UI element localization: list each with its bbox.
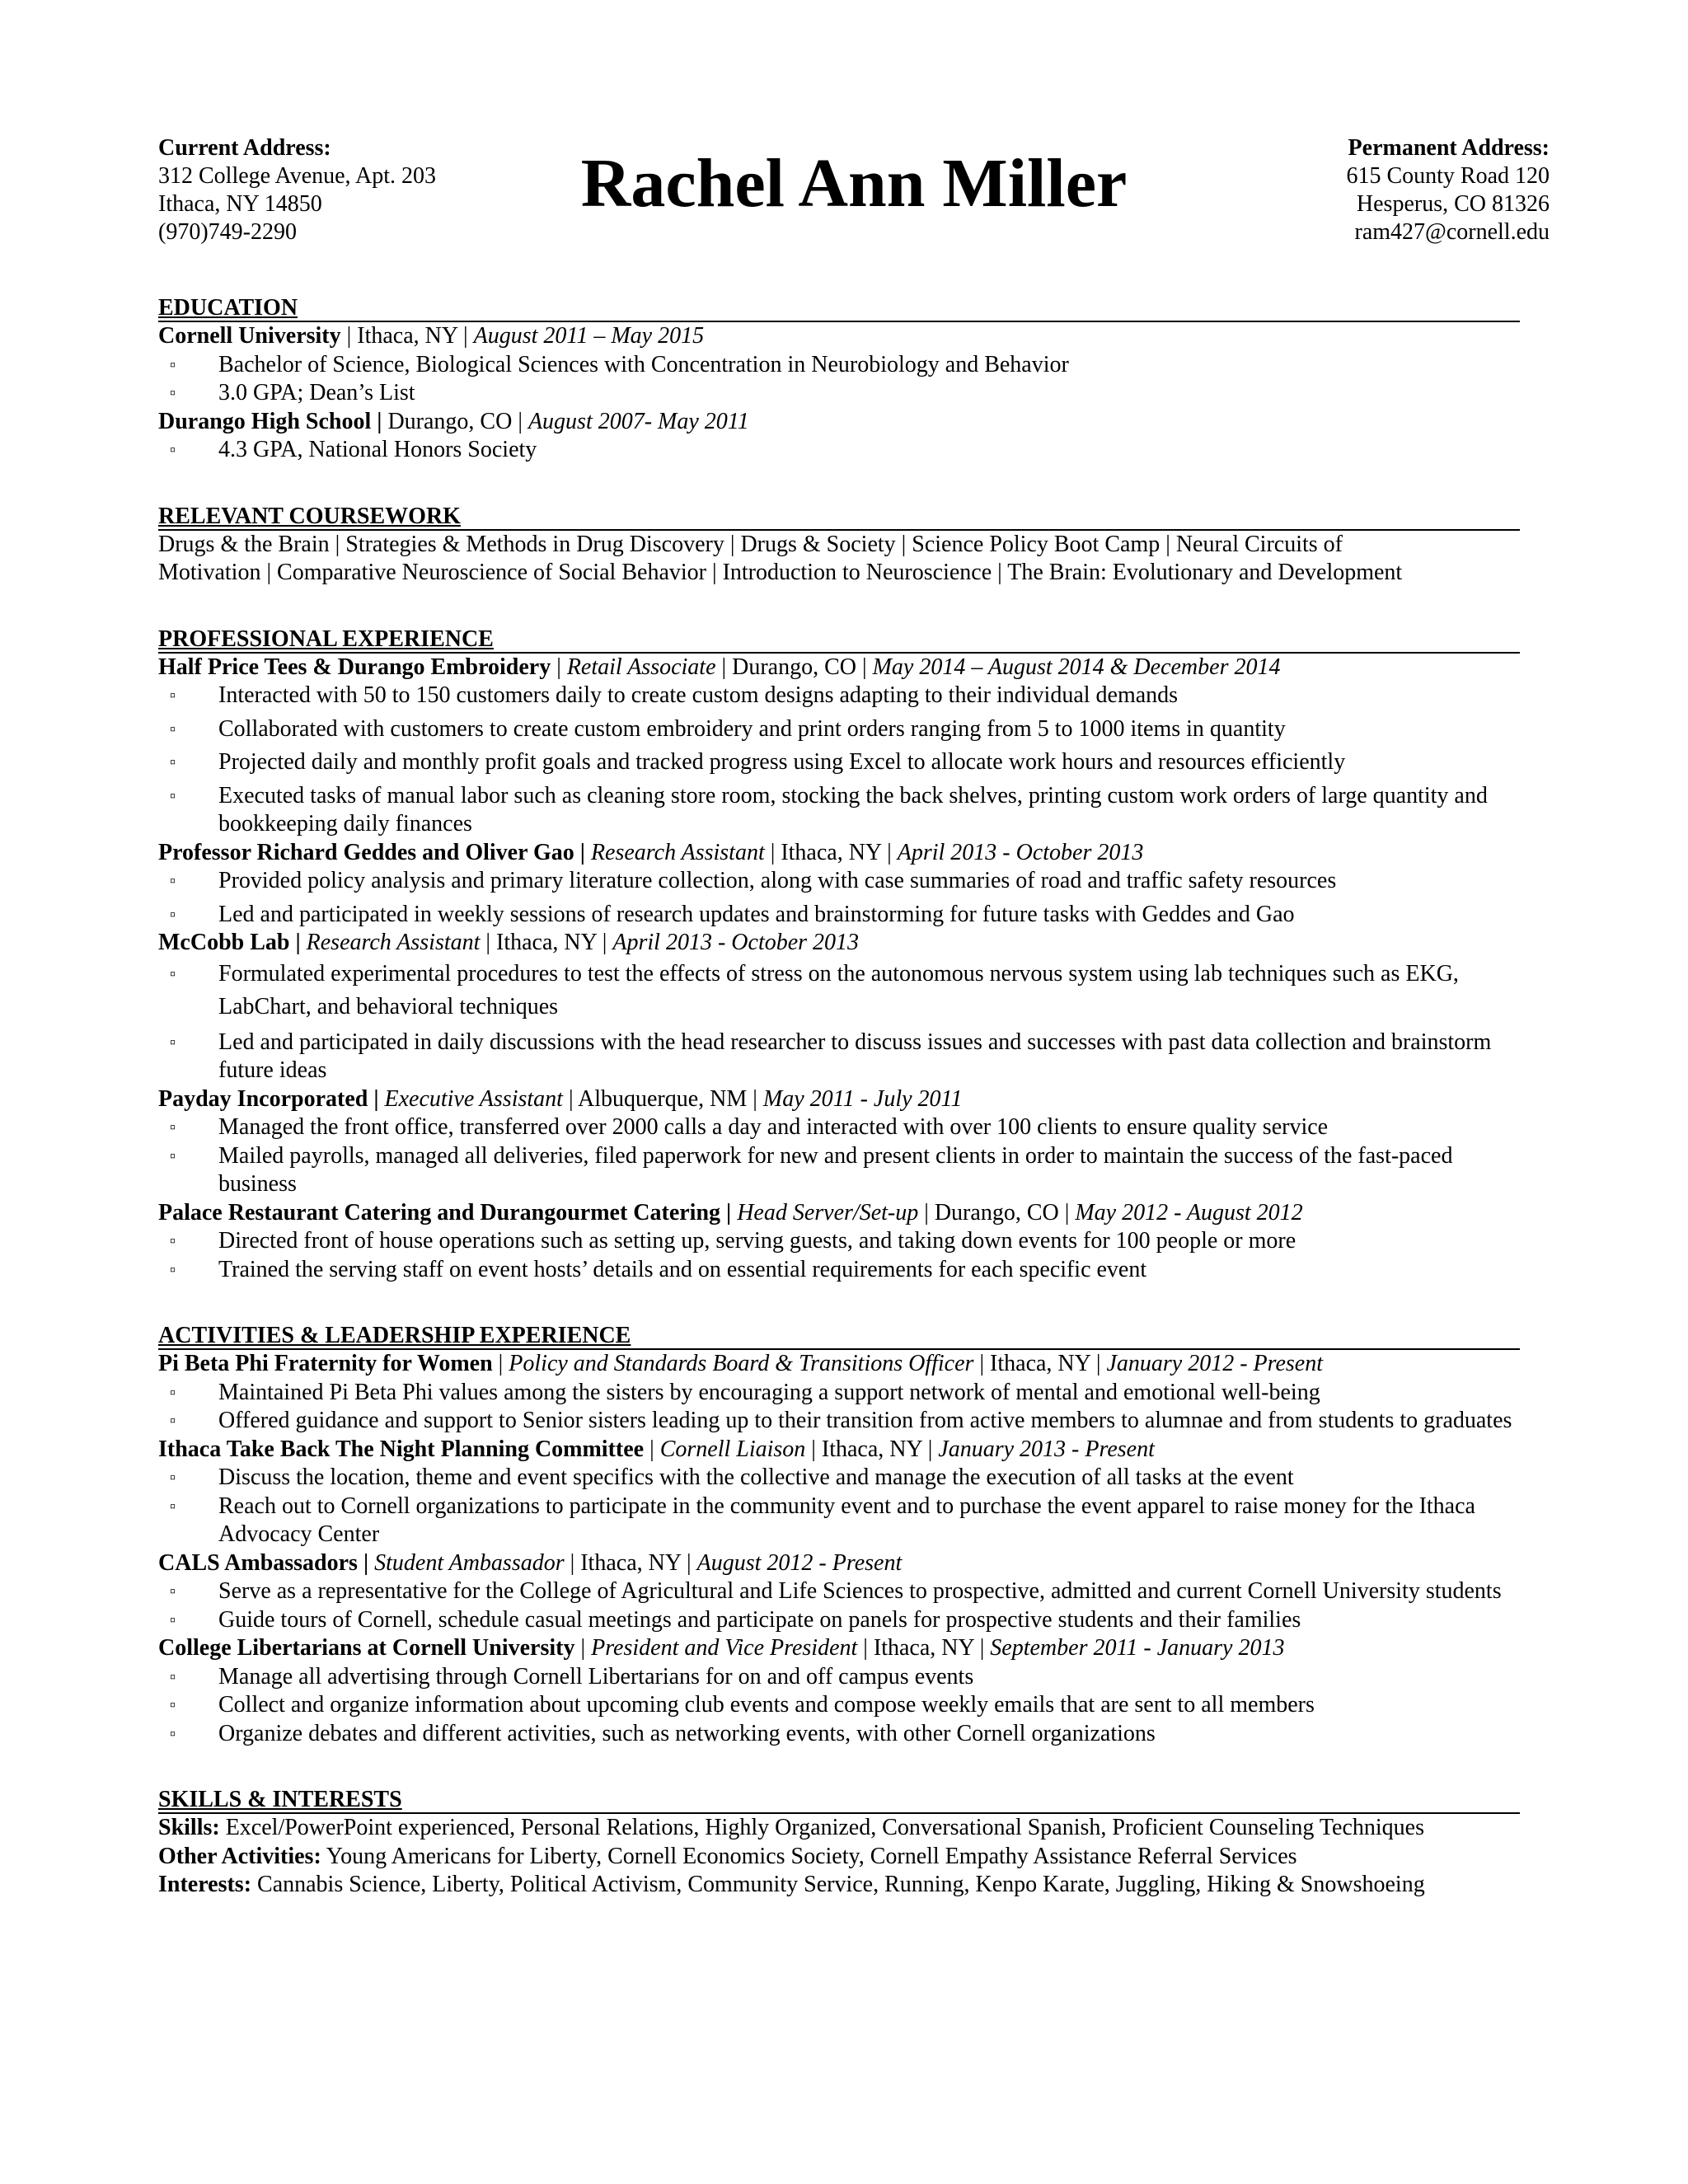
education-entry	[158, 322, 1520, 408]
entry-separator: | Ithaca, NY |	[340, 323, 474, 349]
bullet-item	[158, 958, 1520, 1024]
bullet-text: Mailed payrolls, managed all deliveries, filed paperwork for new and present clients in order to maintain the success of the fast-paced business	[218, 1142, 1453, 1197]
entry-header	[158, 322, 1520, 351]
bullet-text: Offered guidance and support to Senior sisters leading up to their transition from active members to alumnae and from students to graduates	[218, 1408, 1512, 1433]
education-section	[158, 293, 1520, 465]
bullet-square-icon: ▫	[170, 1232, 176, 1250]
entry-header	[158, 1549, 1520, 1578]
activity-entry	[158, 1634, 1520, 1748]
bullet-square-icon: ▫	[170, 1118, 176, 1137]
permanent-address-label: Permanent Address:	[1348, 135, 1550, 161]
bullet-item	[158, 1142, 1520, 1199]
bullet-item	[158, 901, 1520, 930]
permanent-address-block	[1346, 134, 1550, 246]
entry-role: Research Assistant	[306, 930, 481, 955]
entry-separator: | Ithaca, NY |	[805, 1436, 939, 1462]
entry-dates: May 2012 - August 2012	[1075, 1199, 1303, 1226]
section-title: SKILLS & INTERESTS	[158, 1784, 1520, 1814]
bullet-list	[158, 682, 1520, 839]
entry-org: CALS Ambassadors |	[158, 1549, 369, 1576]
bullet-item	[158, 1464, 1520, 1493]
resume-body	[158, 293, 1520, 1900]
bullet-square-icon: ▫	[170, 872, 176, 890]
entry-org: College Libertarians at Cornell University	[158, 1635, 575, 1661]
entry-header	[158, 1350, 1520, 1379]
bullet-item	[158, 1720, 1520, 1749]
coursework-line: Motivation | Comparative Neuroscience of Social Behavior | Introduction to Neuroscience | The Brain: Evolutionary and Development	[158, 560, 1403, 585]
entry-separator: | Ithaca, NY |	[564, 1549, 697, 1576]
experience-entry	[158, 839, 1520, 930]
entry-separator: | Ithaca, NY |	[973, 1351, 1107, 1376]
entry-role: Policy and Standards Board & Transitions Officer	[509, 1351, 974, 1376]
bullet-list	[158, 1113, 1520, 1199]
activities-section	[158, 1320, 1520, 1748]
entry-separator: | Durango, CO |	[918, 1199, 1076, 1226]
bullet-text: Manage all advertising through Cornell Libertarians for on and off campus events	[218, 1663, 974, 1690]
bullet-text: 4.3 GPA, National Honors Society	[218, 437, 537, 462]
entry-role: Research Assistant	[590, 839, 765, 865]
permanent-address-line: 615 County Road 120	[1346, 163, 1550, 189]
skills-row-text: Excel/PowerPoint experienced, Personal Relations, Highly Organized, Conversational Spanish, Proficient Counseling Techniques	[219, 1815, 1424, 1840]
bullet-item	[158, 1691, 1520, 1720]
current-address-line: 312 College Avenue, Apt. 203	[158, 163, 436, 189]
entry-separator: | Ithaca, NY |	[764, 839, 898, 865]
entry-separator: |	[574, 1635, 592, 1661]
bullet-square-icon: ▫	[170, 1497, 176, 1516]
professional-experience-section	[158, 624, 1520, 1285]
bullet-item	[158, 379, 1520, 408]
entry-header	[158, 1085, 1520, 1114]
interests-text: Cannabis Science, Liberty, Political Activism, Community Service, Running, Kenpo Karate, Juggling, Hiking & Snowshoeing	[251, 1872, 1425, 1897]
entry-header	[158, 654, 1520, 682]
skills-row-label: Skills:	[158, 1815, 220, 1840]
interests-label: Interests:	[158, 1872, 252, 1897]
bullet-text: Collaborated with customers to create custom embroidery and print orders ranging from 5 to 1000 items in quantity	[218, 715, 1286, 742]
bullet-square-icon: ▫	[170, 753, 176, 771]
bullet-text: Guide tours of Cornell, schedule casual meetings and participate on panels for prospective students and their families	[218, 1606, 1301, 1633]
entry-role: Cornell Liaison	[659, 1436, 806, 1462]
bullet-text: Interacted with 50 to 150 customers daily to create custom designs adapting to their individual demands	[218, 682, 1179, 708]
entry-role: Retail Associate	[566, 654, 716, 680]
bullet-list	[158, 1577, 1520, 1634]
entry-separator: Durango, CO |	[382, 408, 528, 434]
entry-header	[158, 1199, 1520, 1228]
bullet-item	[158, 1493, 1520, 1549]
entry-org: Palace Restaurant Catering and Durangourmet Catering |	[158, 1199, 732, 1226]
bullet-item	[158, 748, 1520, 777]
section-title: RELEVANT COURSEWORK	[158, 501, 1520, 531]
entry-header	[158, 1634, 1520, 1663]
bullet-item	[158, 682, 1520, 710]
bullet-text: Projected daily and monthly profit goals and tracked progress using Excel to allocate work hours and resources efficiently	[218, 749, 1346, 775]
bullet-list	[158, 1663, 1520, 1749]
experience-entry	[158, 1199, 1520, 1285]
bullet-list	[158, 351, 1520, 408]
bullet-list	[158, 1227, 1520, 1284]
bullet-square-icon: ▫	[170, 355, 176, 374]
entry-header	[158, 408, 1520, 437]
bullet-text: Executed tasks of manual labor such as cleaning store room, stocking the back shelves, printing custom work orders of large quantity and bookkeeping daily finances	[218, 782, 1488, 837]
bullet-list	[158, 958, 1520, 1085]
entry-role: President and Vice President	[591, 1635, 858, 1661]
bullet-text: Bachelor of Science, Biological Sciences with Concentration in Neurobiology and Behavior	[218, 351, 1069, 377]
section-title: ACTIVITIES & LEADERSHIP EXPERIENCE	[158, 1320, 1520, 1350]
entry-separator	[585, 840, 591, 865]
entry-org: Payday Incorporated |	[158, 1085, 379, 1112]
current-address-line: Ithaca, NY 14850	[158, 191, 322, 217]
bullet-text: Led and participated in daily discussions with the head researcher to discuss issues and successes with past data collection and brainstorm future ideas	[218, 1029, 1492, 1083]
candidate-name: Rachel Ann Miller	[580, 145, 1128, 222]
bullet-item	[158, 1577, 1520, 1606]
bullet-text: Trained the serving staff on event hosts’ details and on essential requirements for each specific event	[218, 1256, 1147, 1282]
bullet-square-icon: ▫	[170, 1412, 176, 1430]
bullet-item	[158, 436, 1520, 465]
bullet-square-icon: ▫	[170, 1667, 176, 1686]
bullet-text: Collect and organize information about upcoming club events and compose weekly emails that are sent to all members	[218, 1692, 1315, 1718]
entry-separator: | Ithaca, NY |	[480, 930, 613, 955]
entry-dates: August 2007- May 2011	[528, 408, 749, 434]
entry-header	[158, 1436, 1520, 1465]
bullet-square-icon: ▫	[170, 964, 176, 983]
bullet-square-icon: ▫	[170, 1033, 176, 1052]
entry-role: Student Ambassador	[374, 1549, 565, 1576]
bullet-text: Led and participated in weekly sessions of research updates and brainstorming for future tasks with Geddes and Gao	[218, 901, 1295, 927]
entry-dates: January 2013 - Present	[938, 1436, 1155, 1462]
bullet-square-icon: ▫	[170, 1146, 176, 1165]
activity-entry	[158, 1350, 1520, 1436]
entry-separator	[301, 930, 307, 955]
bullet-list	[158, 1464, 1520, 1549]
entry-header	[158, 839, 1520, 868]
entry-separator: | Ithaca, NY |	[857, 1635, 991, 1661]
other-activities-row	[158, 1843, 1520, 1872]
bullet-text: Discuss the location, theme and event specifics with the collective and manage the execution of all tasks at the event	[218, 1465, 1294, 1490]
bullet-text: Maintained Pi Beta Phi values among the sisters by encouraging a support network of mental and emotional well-being	[218, 1379, 1320, 1405]
experience-entry	[158, 1085, 1520, 1199]
coursework-line: Drugs & the Brain | Strategies & Methods in Drug Discovery | Drugs & Society | Science Policy Boot Camp | Neural Circuits of	[158, 531, 1343, 557]
bullet-square-icon: ▫	[170, 905, 176, 924]
bullet-square-icon: ▫	[170, 687, 176, 705]
coursework-section	[158, 501, 1520, 588]
bullet-square-icon: ▫	[170, 719, 176, 738]
bullet-item	[158, 1029, 1520, 1085]
entry-header	[158, 929, 1520, 958]
bullet-item	[158, 715, 1520, 744]
entry-role: Head Server/Set-up	[737, 1199, 919, 1226]
bullet-item	[158, 782, 1520, 839]
bullet-item	[158, 1256, 1520, 1285]
bullet-square-icon: ▫	[170, 1383, 176, 1402]
other-activities-label: Other Activities:	[158, 1843, 321, 1869]
bullet-text: Serve as a representative for the College of Agricultural and Life Sciences to prospective, admitted and current Cornell University students	[218, 1578, 1502, 1604]
section-title: PROFESSIONAL EXPERIENCE	[158, 624, 1520, 654]
bullet-text: Directed front of house operations such as setting up, serving guests, and taking down events for 100 people or more	[218, 1228, 1296, 1254]
bullet-text: Organize debates and different activities, such as networking events, with other Cornell organizations	[218, 1720, 1156, 1746]
entry-dates: April 2013 - October 2013	[612, 930, 860, 955]
bullet-text: Managed the front office, transferred over 2000 calls a day and interacted with over 100 clients to ensure quality service	[218, 1114, 1329, 1140]
bullet-item	[158, 867, 1520, 896]
bullet-text: 3.0 GPA; Dean’s List	[218, 380, 415, 405]
entry-role: Executive Assistant	[384, 1085, 563, 1112]
bullet-item	[158, 1663, 1520, 1692]
other-activities-text: Young Americans for Liberty, Cornell Economics Society, Cornell Empathy Assistance Referral Services	[321, 1843, 1297, 1869]
entry-dates: January 2012 - Present	[1106, 1351, 1324, 1376]
section-title: EDUCATION	[158, 293, 1520, 322]
entry-org: Durango High School |	[158, 408, 382, 434]
bullet-square-icon: ▫	[170, 1469, 176, 1487]
entry-org: Professor Richard Geddes and Oliver Gao |	[158, 839, 585, 865]
entry-dates: August 2011 – May 2015	[473, 323, 705, 349]
bullet-text: Reach out to Cornell organizations to participate in the community event and to purchase the event apparel to raise money for the Ithaca Advocacy Center	[218, 1493, 1475, 1547]
bullet-list	[158, 436, 1520, 465]
experience-entry	[158, 929, 1520, 1085]
current-address-label: Current Address:	[158, 135, 331, 161]
bullet-square-icon: ▫	[170, 1724, 176, 1743]
bullet-item	[158, 351, 1520, 380]
entry-separator: |	[551, 654, 567, 680]
bullet-square-icon: ▫	[170, 1696, 176, 1714]
bullet-square-icon: ▫	[170, 1582, 176, 1601]
entry-separator: | Durango, CO |	[715, 654, 873, 680]
bullet-square-icon: ▫	[170, 441, 176, 459]
bullet-list	[158, 867, 1520, 929]
bullet-item	[158, 1606, 1520, 1635]
activity-entry	[158, 1549, 1520, 1635]
entry-separator: |	[644, 1436, 660, 1462]
entry-org: Ithaca Take Back The Night Planning Committee	[158, 1436, 645, 1462]
resume-header	[158, 134, 1550, 258]
entry-separator: |	[492, 1351, 509, 1376]
email-address: ram427@cornell.edu	[1354, 219, 1550, 245]
activity-entry	[158, 1436, 1520, 1549]
skills-section	[158, 1784, 1520, 1900]
bullet-item	[158, 1379, 1520, 1408]
bullet-text: Provided policy analysis and primary literature collection, along with case summaries of road and traffic safety resources	[218, 868, 1337, 893]
bullet-list	[158, 1379, 1520, 1436]
entry-org: McCobb Lab |	[158, 930, 301, 955]
bullet-square-icon: ▫	[170, 1610, 176, 1629]
phone-number: (970)749-2290	[158, 219, 297, 245]
entry-dates: May 2014 – August 2014 & December 2014	[872, 654, 1281, 680]
bullet-square-icon: ▫	[170, 786, 176, 805]
bullet-square-icon: ▫	[170, 1260, 176, 1279]
interests-row	[158, 1871, 1520, 1900]
entry-org: Half Price Tees & Durango Embroidery	[158, 654, 551, 680]
entry-org: Pi Beta Phi Fraternity for Women	[158, 1351, 493, 1376]
entry-dates: April 2013 - October 2013	[897, 839, 1144, 865]
experience-entry	[158, 654, 1520, 839]
bullet-item	[158, 1113, 1520, 1142]
entry-separator: | Albuquerque, NM |	[562, 1085, 763, 1112]
bullet-item	[158, 1227, 1520, 1256]
bullet-text: Formulated experimental procedures to test the effects of stress on the autonomous nervous system using lab techniques such as EKG, LabChart, and behavioral techniques	[218, 960, 1459, 1019]
entry-dates: August 2012 - Present	[696, 1549, 903, 1576]
entry-dates: September 2011 - January 2013	[990, 1635, 1285, 1661]
entry-dates: May 2011 - July 2011	[762, 1085, 963, 1112]
bullet-item	[158, 1407, 1520, 1436]
education-entry	[158, 408, 1520, 465]
permanent-address-line: Hesperus, CO 81326	[1356, 191, 1550, 217]
skills-row	[158, 1814, 1520, 1843]
entry-separator	[379, 1086, 385, 1112]
entry-org: Cornell University	[158, 323, 341, 349]
bullet-square-icon: ▫	[170, 384, 176, 402]
